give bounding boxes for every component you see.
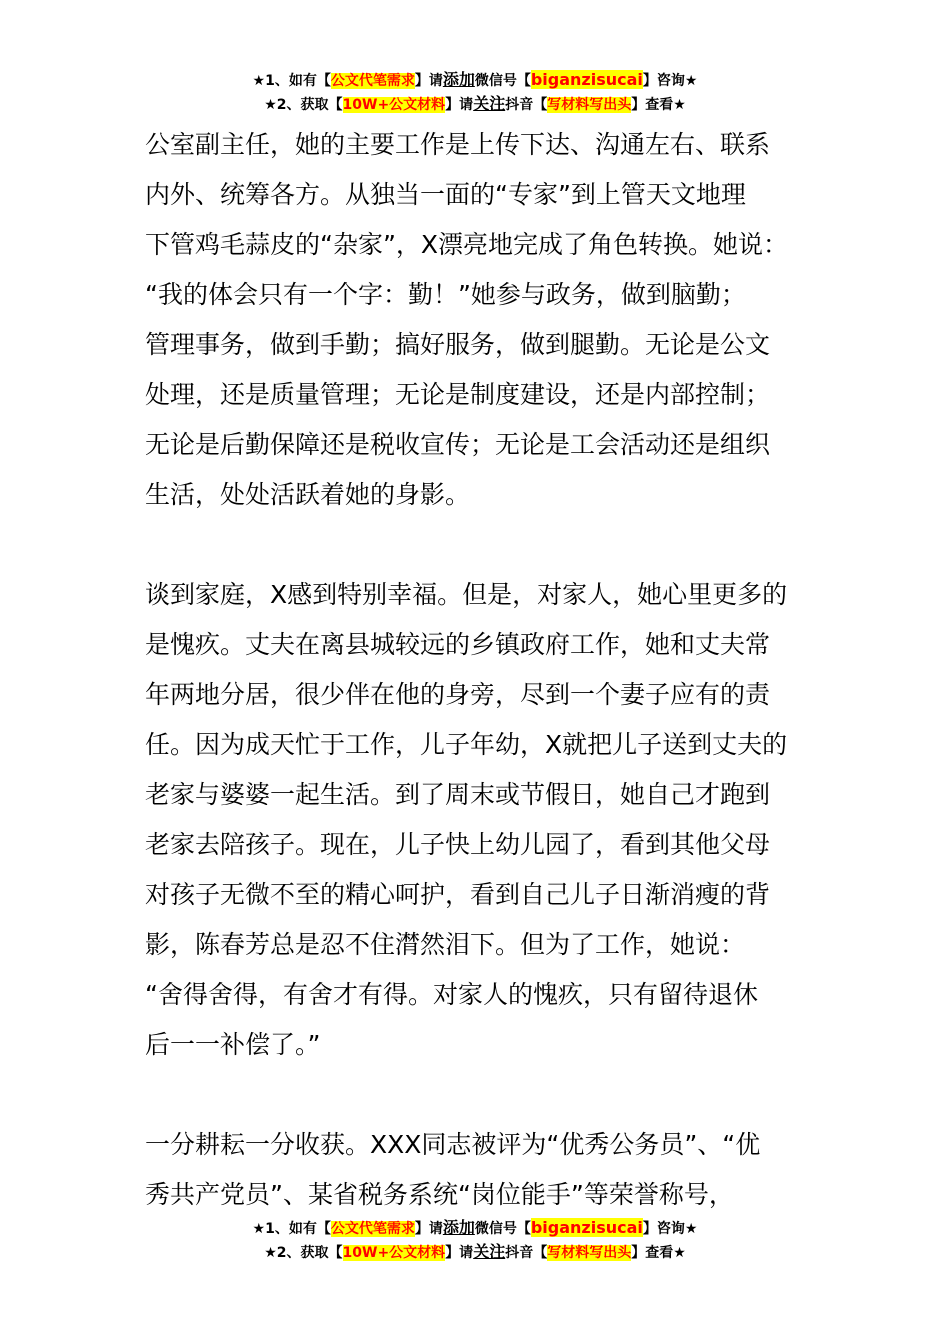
banner-highlight: 公文代笔需求 [330,1221,415,1237]
banner-text: ★2、获取【 [264,97,343,113]
header-banner [0,68,950,116]
text-line: 管理事务，做到手勤；搞好服务，做到腿勤。无论是公文 [145,330,771,359]
paragraph-1 [145,120,835,520]
paragraph-3 [145,1120,835,1220]
text-line: 是愧疚。丈夫在离县城较远的乡镇政府工作，她和丈夫常 [145,630,771,659]
text-line: 任。因为成天忙于工作，儿子年幼，X就把儿子送到丈夫的 [145,730,788,759]
document-body [145,120,835,1220]
text-line: “舍得舍得，有舍才有得。对家人的愧疚，只有留待退休 [145,980,758,1009]
banner-text: 】咨询★ [642,1221,698,1237]
text-line: 老家去陪孩子。现在，儿子快上幼儿园了，看到其他父母 [145,830,771,859]
banner-text: 】请 [414,73,443,89]
text-line: 老家与婆婆一起生活。到了周末或节假日，她自己才跑到 [145,780,771,809]
paragraph-spacer [145,1070,835,1120]
banner-text: 微信号【 [474,1221,531,1237]
text-line: 无论是后勤保障还是税收宣传；无论是工会活动还是组织 [145,430,771,459]
banner-line-2 [0,1240,950,1264]
banner-highlight: 公文代笔需求 [330,73,415,89]
banner-wechat-id: biganzisucai [530,1218,643,1237]
banner-text: 抖音【 [505,97,548,113]
banner-text: ★2、获取【 [264,1245,343,1261]
text-line: 公室副主任，她的主要工作是上传下达、沟通左右、联系 [145,130,771,159]
text-line: 秀共产党员”、某省税务系统“岗位能手”等荣誉称号， [145,1180,734,1209]
text-line: 生活，处处活跃着她的身影。 [145,480,471,509]
banner-douyin-id: 写材料写出头 [547,97,632,113]
text-line: 下管鸡毛蒜皮的“杂家”，X漂亮地完成了角色转换。她说： [145,230,789,259]
paragraph-2 [145,570,835,1070]
text-line: 后一一补偿了。” [145,1030,321,1059]
footer-banner [0,1216,950,1264]
banner-highlight: 10W+公文材料 [342,97,446,113]
banner-text: ★1、如有【 [252,1221,331,1237]
banner-underline: 关注 [473,1242,506,1261]
banner-line-1 [0,1216,950,1240]
banner-text: 】请 [445,1245,474,1261]
banner-line-1 [0,68,950,92]
banner-underline: 添加 [442,1218,475,1237]
text-line: “我的体会只有一个字：勤！”她参与政务，做到脑勤； [145,280,746,309]
banner-wechat-id: biganzisucai [530,70,643,89]
banner-text: 】请 [445,97,474,113]
banner-text: 】请 [414,1221,443,1237]
text-line: 一分耕耘一分收获。XXX同志被评为“优秀公务员”、“优 [145,1130,761,1159]
banner-douyin-id: 写材料写出头 [547,1245,632,1261]
text-line: 内外、统筹各方。从独当一面的“专家”到上管天文地理 [145,180,746,209]
banner-underline: 添加 [442,70,475,89]
text-line: 年两地分居，很少伴在他的身旁，尽到一个妻子应有的责 [145,680,771,709]
text-line: 谈到家庭，X感到特别幸福。但是，对家人，她心里更多的 [145,580,788,609]
banner-underline: 关注 [473,94,506,113]
text-line: 对孩子无微不至的精心呵护，看到自己儿子日渐消瘦的背 [145,880,771,909]
banner-text: 微信号【 [474,73,531,89]
banner-text: 】查看★ [631,97,686,113]
banner-text: ★1、如有【 [252,73,331,89]
banner-text: 】咨询★ [642,73,698,89]
banner-line-2 [0,92,950,116]
paragraph-spacer [145,520,835,570]
banner-highlight: 10W+公文材料 [342,1245,446,1261]
text-line: 影，陈春芳总是忍不住潸然泪下。但为了工作，她说： [145,930,746,959]
banner-text: 】查看★ [631,1245,686,1261]
text-line: 处理，还是质量管理；无论是制度建设，还是内部控制； [145,380,771,409]
banner-text: 抖音【 [505,1245,548,1261]
